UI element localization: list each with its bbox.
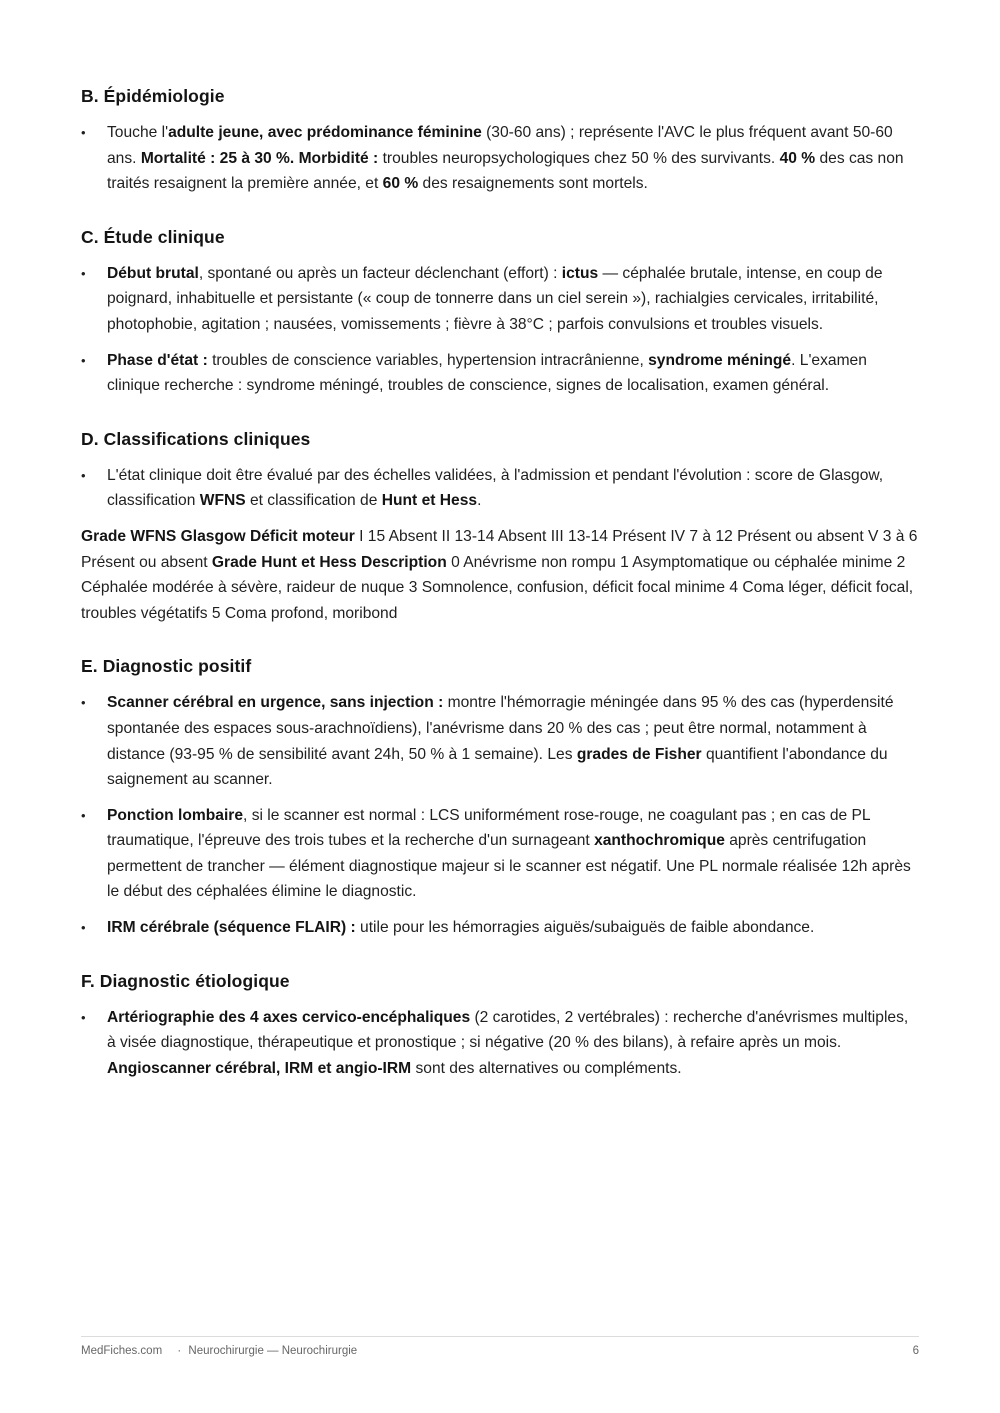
bold-text: WFNS [199, 492, 246, 510]
bold-text: grades de Fisher [576, 745, 702, 763]
list-item [81, 120, 919, 197]
bullet-icon: • [81, 1009, 86, 1025]
bullet-icon: • [81, 920, 86, 936]
text-run: troubles de conscience variables, hypertension intracrânienne, [207, 351, 649, 369]
bold-text: Scanner cérébral en urgence, sans injection : [107, 694, 444, 712]
section-e-diagnostic-positif [81, 656, 919, 940]
bullet-list [81, 463, 919, 514]
text-run: , spontané ou après un facteur déclenchant (effort) : [198, 264, 562, 282]
text-run: — céphalée brutale, intense, en coup de poignard, inhabituelle et persistante (« coup de tonnerre dans un ciel serein »), rachialgies cervicales, irritabilité, photophobie, agitation ; nausées, vomissements ; fièvre à 38°C ; parfois convulsions et troubles visuels. [107, 264, 883, 333]
footer-left [81, 1345, 361, 1357]
text-run: . [477, 492, 482, 510]
bullet-list [81, 261, 919, 399]
bullet-icon: • [81, 807, 86, 823]
bold-text: IRM cérébrale (séquence FLAIR) : [107, 919, 356, 937]
text-run: (2 carotides, 2 vertébrales) : recherche d'anévrismes multiples, à visée diagnostique, thérapeutique et pronostique ; si négative (20 % des bilans), à refaire après un mois. [107, 1008, 909, 1052]
bold-text: 60 % [382, 175, 419, 193]
bold-text: Angioscanner cérébral, IRM et angio-IRM [107, 1059, 412, 1077]
section-heading: F. Diagnostic étiologique [81, 970, 290, 991]
text-run: , si le scanner est normal : LCS uniformément rose-rouge, ne coagulant pas ; en cas de PL traumatique, l'épreuve des trois tubes et la recherche d'un surnageant [107, 806, 871, 850]
page-number: 6 [912, 1345, 919, 1357]
list-item [81, 915, 919, 941]
footer-separator: · [177, 1345, 182, 1357]
footer-site: MedFiches.com [81, 1345, 163, 1357]
list-item [81, 803, 919, 905]
bold-text: 40 % [779, 149, 816, 167]
text-run: . L'examen clinique recherche : syndrome méningé, troubles de conscience, signes de localisation, examen général. [107, 351, 867, 395]
text-run: 0 Anévrisme non rompu 1 Asymptomatique ou céphalée minime 2 Céphalée modérée à sévère, raideur de nuque 3 Somnolence, confusion, déficit focal minime 4 Coma léger, déficit focal, troubles végétatifs 5 Coma profond, moribond [81, 553, 914, 622]
text-run: quantifient l'abondance du saignement au scanner. [107, 745, 888, 789]
bold-text: Grade Hunt et Hess Description [211, 553, 447, 571]
text-run: Touche l' [107, 124, 169, 141]
classification-table-text [81, 524, 919, 626]
section-d-classifications-cliniques [81, 429, 919, 627]
text-run: des cas non traités resaignent la première année, et [107, 149, 904, 193]
text-run: I 15 Absent II 13-14 Absent III 13-14 Présent IV 7 à 12 Présent ou absent V 3 à 6 Présent ou absent [81, 527, 918, 571]
bold-text: adulte jeune, avec prédominance féminine [168, 124, 482, 141]
section-heading: D. Classifications cliniques [81, 428, 311, 449]
text-run: L'état clinique doit être évalué par des échelles validées, à l'admission et pendant l'évolution : score de Glasgow, classification [107, 466, 884, 510]
bold-text: Hunt et Hess [381, 492, 478, 510]
bullet-list [81, 120, 919, 197]
text-run: troubles neuropsychologiques chez 50 % des survivants. [378, 149, 780, 167]
text-run: montre l'hémorragie méningée dans 95 % des cas (hyperdensité spontanée des espaces sous-arachnoïdiens), l'anévrisme dans 20 % des cas ; peut être normal, notamment à distance (93-95 % de sensibilité avant 24h, 50 % à 1 semaine). Les [107, 694, 894, 763]
list-item [81, 690, 919, 792]
text-run: (30-60 ans) ; représente l'AVC le plus fréquent avant 50-60 ans. [107, 124, 893, 167]
bold-text: Grade WFNS Glasgow Déficit moteur [81, 527, 355, 545]
list-item [81, 463, 919, 514]
document-body [81, 86, 919, 1111]
bold-text: ictus [561, 264, 599, 282]
section-c-etude-clinique [81, 227, 919, 399]
bullet-icon: • [81, 467, 86, 483]
footer-section: Neurochirurgie — Neurochirurgie [188, 1345, 358, 1357]
text-run: des resaignements sont mortels. [418, 175, 648, 193]
bullet-list [81, 690, 919, 940]
bullet-icon: • [81, 265, 86, 281]
text-run: après centrifugation permettent de trancher — élément diagnostique majeur si le scanner est négatif. Une PL normale réalisée 12h après le début des céphalées élimine le diagnostic. [107, 832, 911, 901]
page-footer [81, 1336, 919, 1357]
bold-text: Mortalité : 25 à 30 %. [140, 149, 295, 167]
bold-text: Phase d'état : [107, 351, 208, 369]
section-heading: C. Étude clinique [81, 226, 225, 247]
section-heading: E. Diagnostic positif [81, 656, 252, 677]
bold-text: Morbidité : [298, 149, 379, 167]
section-b-epidemiologie [81, 86, 919, 197]
text-run: sont des alternatives ou compléments. [411, 1059, 682, 1077]
section-f-diagnostic-etiologique [81, 971, 919, 1082]
list-item [81, 348, 919, 399]
bold-text: Début brutal [107, 264, 199, 282]
bullet-list [81, 1005, 919, 1082]
bold-text: syndrome méningé [648, 351, 792, 369]
bullet-icon: • [81, 695, 86, 711]
bullet-icon: • [81, 352, 86, 368]
bullet-icon: • [81, 125, 86, 140]
sections-container [81, 86, 919, 1081]
text-run: et classification de [245, 492, 382, 510]
text-run: utile pour les hémorragies aiguës/subaiguës de faible abondance. [355, 919, 815, 937]
list-item [81, 261, 919, 338]
bold-text: Ponction lombaire [107, 806, 244, 824]
list-item [81, 1005, 919, 1082]
bold-text: Artériographie des 4 axes cervico-encéphaliques [107, 1008, 471, 1026]
bold-text: xanthochromique [594, 832, 725, 850]
section-heading: B. Épidémiologie [81, 86, 225, 106]
